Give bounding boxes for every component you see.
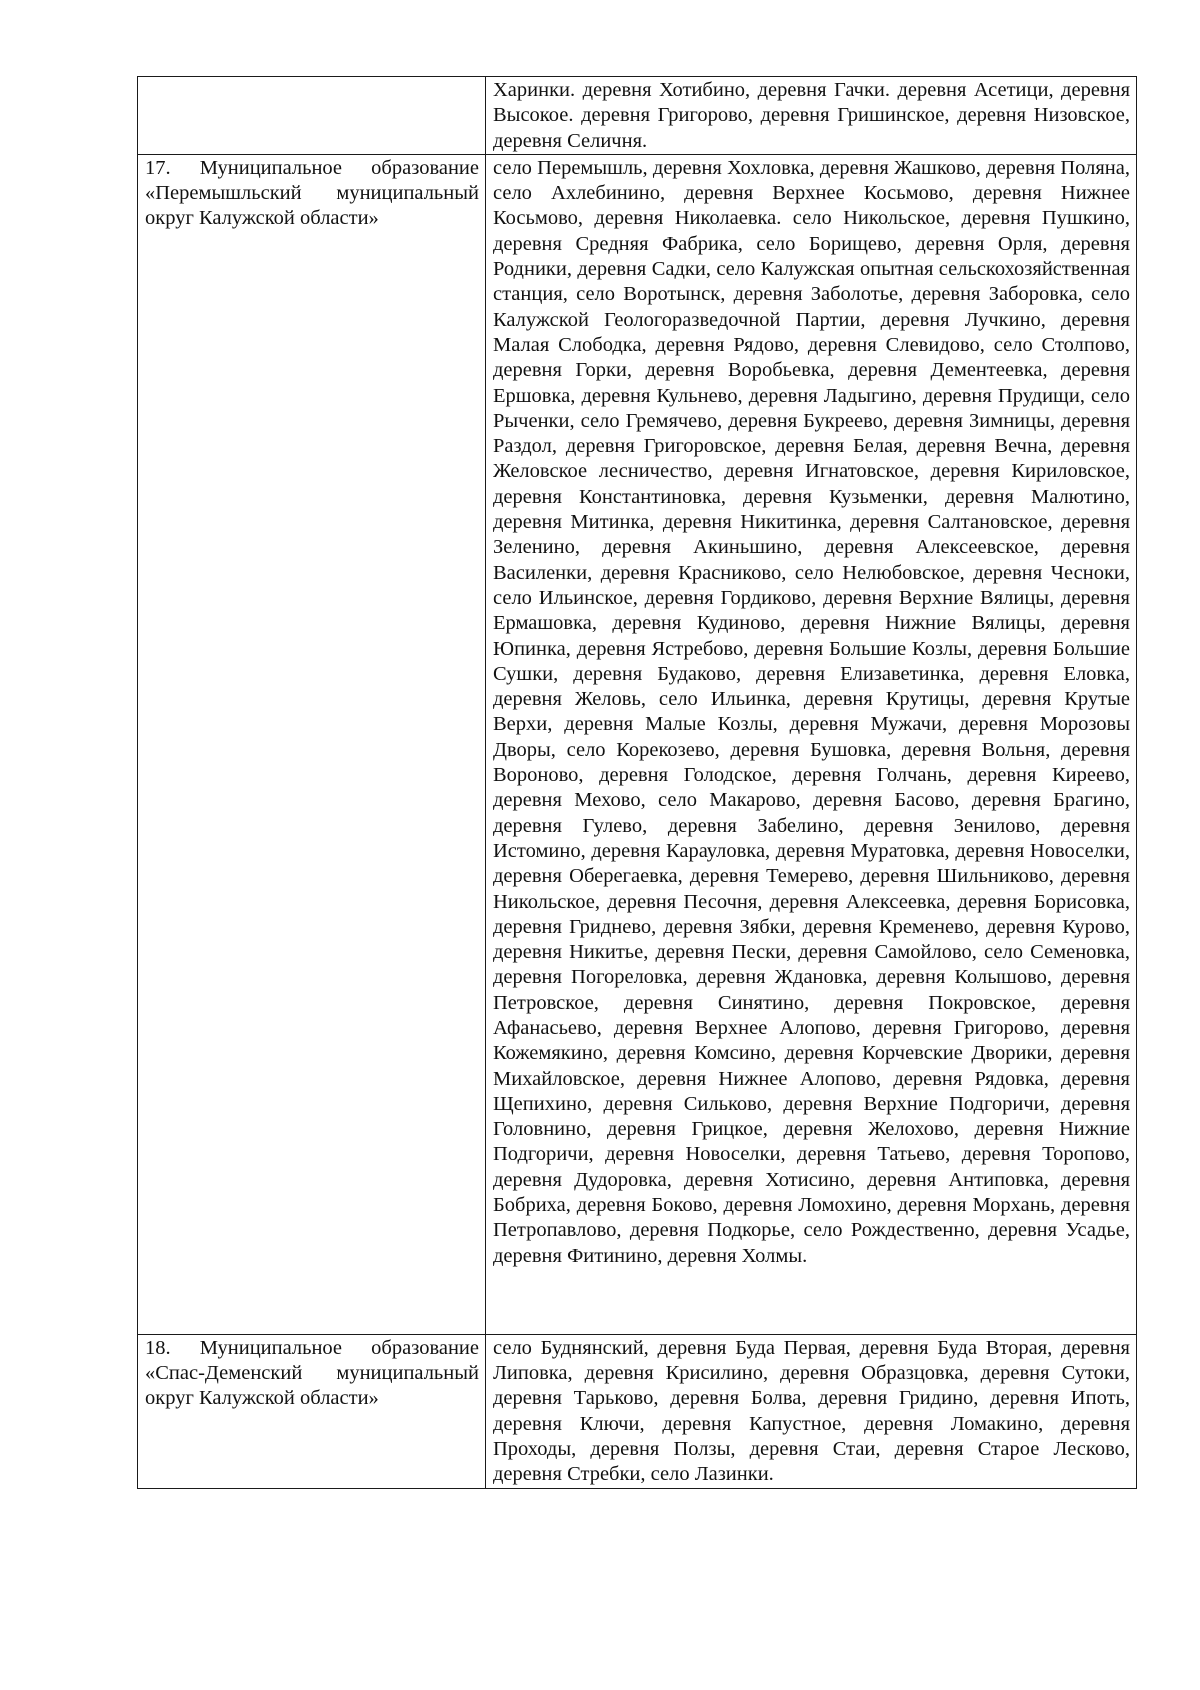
entity-name: 17. Муниципальное образование «Перемышльский муниципальный округ Калужской области» (145, 156, 479, 230)
table-row (138, 154, 1137, 1334)
municipal-table (137, 76, 1137, 1489)
table-row (138, 1334, 1137, 1488)
settlements-list: Харинки. деревня Хотибино, деревня Гачки. деревня Асетици, деревня Высокое. деревня Григорово, деревня Гришинское, деревня Низовское, деревня Селичня. (493, 79, 1130, 152)
settlements-cell (486, 154, 1137, 1334)
entity-cell (138, 77, 486, 155)
settlements-cell (486, 1334, 1137, 1488)
entity-cell (138, 154, 486, 1334)
entity-cell (138, 1334, 486, 1488)
table-row (138, 77, 1137, 155)
settlements-list: село Буднянский, деревня Буда Первая, деревня Буда Вторая, деревня Липовка, деревня Крисилино, деревня Образцовка, деревня Сутоки, деревня Тарьково, деревня Болва, деревня Гридино, деревня Ипоть, деревня Ключи, деревня Капустное, деревня Ломакино, деревня Проходы, деревня Ползы, деревня Стаи, деревня Старое Лесково, деревня Стребки, село Лазинки. (493, 1336, 1130, 1486)
settlements-cell (486, 77, 1137, 155)
settlements-list: село Перемышль, деревня Хохловка, деревня Жашково, деревня Поляна, село Ахлебинино, деревня Верхнее Косьмово, деревня Нижнее Косьмово, деревня Николаевка. село Никольское, деревня Пушкино, деревня Средняя Фабрика, село Борищево, деревня Орля, деревня Родники, деревня Садки, село Калужская опытная сельскохозяйственная станция, село Воротынск, деревня Заболотье, деревня Заборовка, село Калужской Геологоразведочной Партии, деревня Лучкино, деревня Малая Слободка, деревня Рядово, деревня Слевидово, село Столпово, деревня Горки, деревня Воробьевка, деревня Дементеевка, деревня Ершовка, деревня Кульнево, деревня Ладыгино, деревня Прудищи, село Рыченки, село Гремячево, деревня Букреево, деревня Зимницы, деревня Раздол, деревня Григоровское, деревня Белая, деревня Вечна, деревня Желовское лесничество, деревня Игнатовское, деревня Кириловское, деревня Константиновка, деревня Кузьменки, деревня Малютино, деревня Митинка, деревня Никитинка, деревня Салтановское, деревня Зеленино, деревня Акиньшино, деревня Алексеевское, деревня Василенки, деревня Красниково, село Нелюбовское, деревня Чесноки, село Ильинское, деревня Гордиково, деревня Верхние Вялицы, деревня Ермашовка, деревня Кудиново, деревня Нижние Вялицы, деревня Юпинка, деревня Ястребово, деревня Большие Козлы, деревня Большие Сушки, деревня Будаково, деревня Елизаветинка, деревня Еловка, деревня Желовь, село Ильинка, деревня Крутицы, деревня Крутые Верхи, деревня Малые Козлы, деревня Мужачи, деревня Морозовы Дворы, село Корекозево, деревня Бушовка, деревня Вольня, деревня Вороново, деревня Голодское, деревня Голчань, деревня Киреево, деревня Мехово, село Макарово, деревня Басово, деревня Брагино, деревня Гулево, деревня Забелино, деревня Зенилово, деревня Истомино, деревня Карауловка, деревня Муратовка, деревня Новоселки, деревня Оберегаевка, деревня Темерево, деревня Шильниково, деревня Никольское, деревня Песочня, деревня Алексеевка, деревня Борисовка, деревня Гриднево, деревня Зябки, деревня Кременево, деревня Курово, деревня Никитье, деревня Пески, деревня Самойлово, село Семеновка, деревня Погореловка, деревня Ждановка, деревня Колышово, деревня Петровское, деревня Синятино, деревня Покровское, деревня Афанасьево, деревня Верхнее Алопово, деревня Григорово, деревня Кожемякино, деревня Комсино, деревня Корчевские Дворики, деревня Михайловское, деревня Нижнее Алопово, деревня Рядовка, деревня Щепихино, деревня Сильково, деревня Верхние Подгоричи, деревня Головнино, деревня Грицкое, деревня Желохово, деревня Нижние Подгоричи, деревня Новоселки, деревня Татьево, деревня Торопово, деревня Дудоровка, деревня Хотисино, деревня Антиповка, деревня Бобриха, деревня Боково, деревня Ломохино, деревня Морхань, деревня Петропавлово, деревня Подкорье, село Рождественно, деревня Усадье, деревня Фитинино, деревня Холмы. (493, 156, 1130, 1267)
entity-name: 18. Муниципальное образование «Спас-Деменский муниципальный округ Калужской области» (145, 1336, 479, 1410)
